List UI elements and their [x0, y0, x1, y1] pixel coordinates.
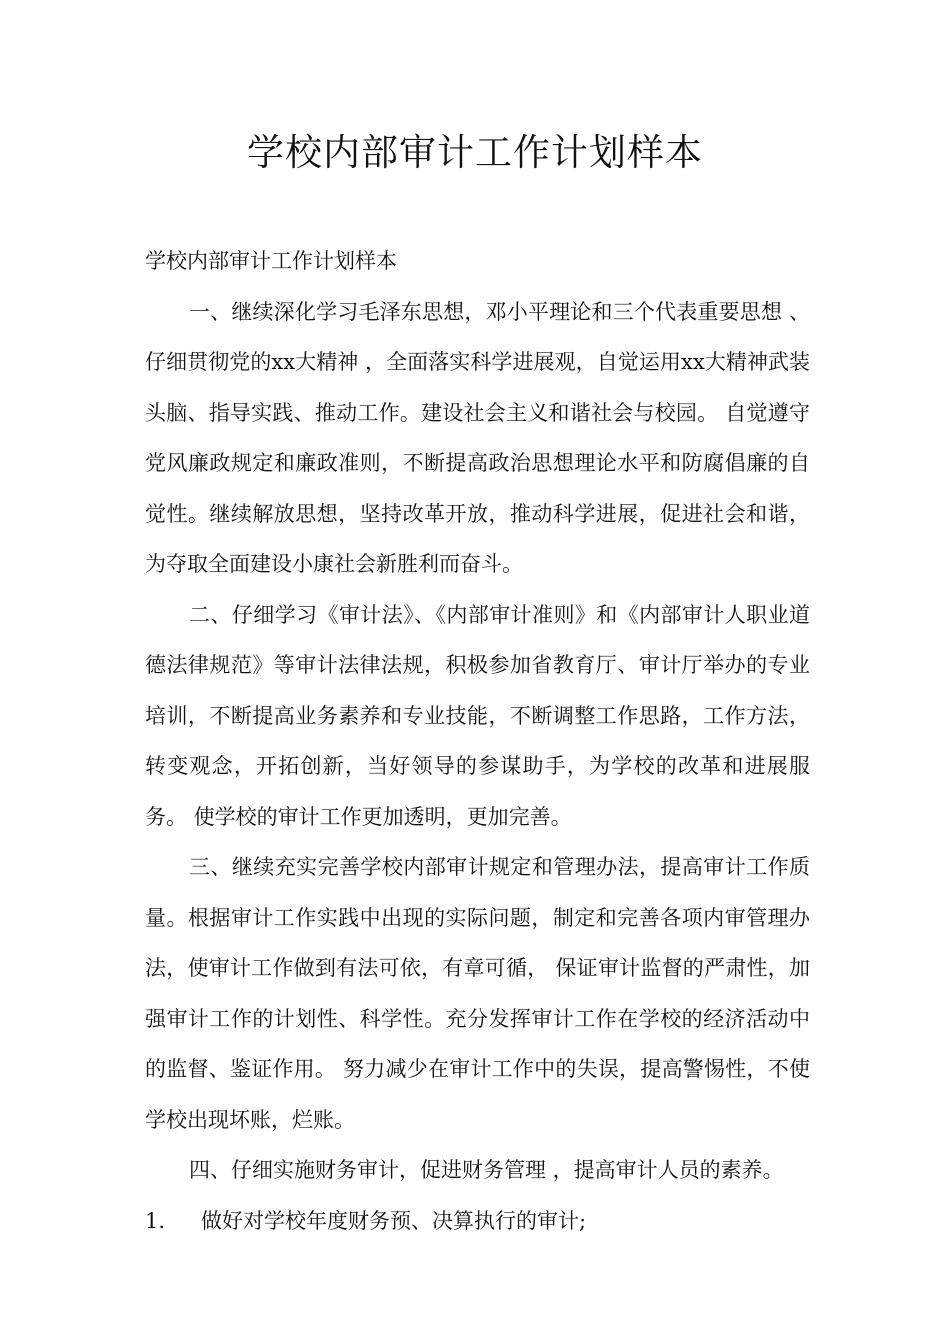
paragraph-1: 一、继续深化学习毛泽东思想，邓小平理论和三个代表重要思想 、仔细贯彻党的xx大精神 ，全面落实科学进展观，自觉运用xx大精神武装头脑、指导实践、推动工作。建设社会主义和谐社会与校园。 自觉遵守党风廉政规定和廉政准则，不断提高政治思想理论水平和防腐倡廉的自觉性。继续解放思想，坚持改革开放，推动科学进展，促进社会和谐，为夺取全面建设小康社会新胜利而奋斗。	[145, 299, 810, 576]
list-item-text: 做好对学校年度财务预、决算执行的审计;	[201, 1208, 587, 1233]
list-item	[145, 1196, 810, 1247]
list-item-number: 1.	[145, 1208, 166, 1233]
document-subtitle: 学校内部审计工作计划样本	[145, 249, 397, 273]
paragraph-4: 四、仔细实施财务审计，促进财务管理 ，提高审计人员的素养。	[189, 1158, 784, 1182]
paragraph-3: 三、继续充实完善学校内部审计规定和管理办法，提高审计工作质量。根据审计工作实践中出现的实际问题，制定和完善各项内审管理办法，使审计工作做到有法可依，有章可循， 保证审计监督的严肃性，加强审计工作的计划性、科学性。充分发挥审计工作在学校的经济活动中的监督、鉴证作用。 努力减少在审计工作中的失误，提高警惕性，不使学校出现坏账，烂账。	[145, 855, 810, 1132]
paragraph-2: 二、仔细学习《审计法》、《内部审计准则》和《内部审计人职业道德法律规范》等审计法律法规，积极参加省教育厅、审计厅举办的专业培训，不断提高业务素养和专业技能，不断调整工作思路，工作方法，转变观念，开拓创新，当好领导的参谋助手，为学校的改革和进展服务。 使学校的审计工作更加透明，更加完善。	[145, 602, 810, 829]
document-body	[145, 236, 810, 1246]
document-title: 学校内部审计工作计划样本	[247, 131, 703, 174]
